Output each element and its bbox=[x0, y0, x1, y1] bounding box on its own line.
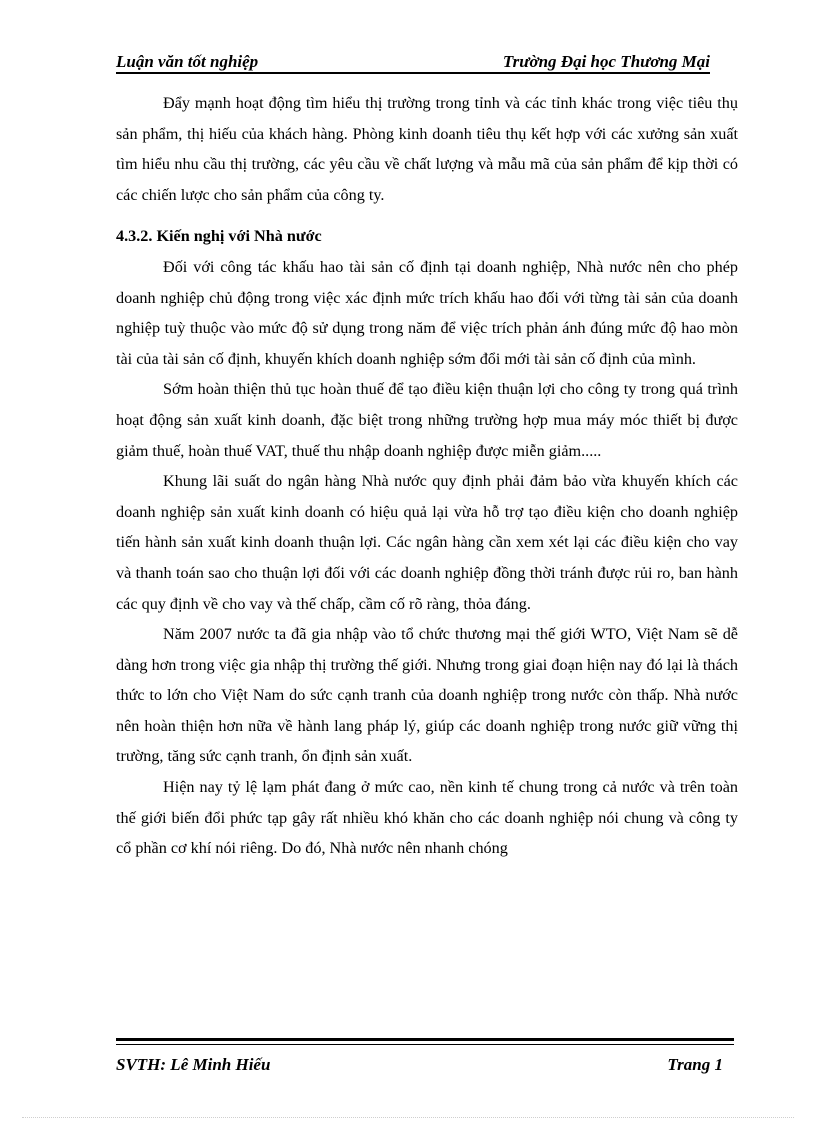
paragraph-tax-refund: Sớm hoàn thiện thủ tục hoàn thuế để tạo điều kiện thuận lợi cho công ty trong quá trình hoạt động sản xuất kinh doanh, đặc biệt trong những trường hợp mua máy móc thiết bị được giảm thuế, hoàn thuế VAT, thuế thu nhập doanh nghiệp được miễn giảm..... bbox=[116, 380, 738, 460]
footer-divider-thin bbox=[116, 1044, 734, 1045]
document-body bbox=[116, 88, 738, 864]
footer-student-name: SVTH: Lê Minh Hiếu bbox=[116, 1055, 271, 1074]
page-edge-divider bbox=[22, 1117, 794, 1118]
footer-divider-thick bbox=[116, 1038, 734, 1041]
footer-page-number: Trang 1 bbox=[667, 1055, 723, 1074]
page-footer bbox=[116, 1052, 723, 1078]
page-header bbox=[116, 46, 710, 72]
header-thesis-label: Luận văn tốt nghiệp bbox=[116, 52, 259, 71]
paragraph-interest-rate: Khung lãi suất do ngân hàng Nhà nước quy định phải đảm bảo vừa khuyến khích các doanh nghiệp sản xuất kinh doanh có hiệu quả lại vừa hỗ trợ tạo điều kiện cho doanh nghiệp tiến hành sản xuất kinh doanh thuận lợi. Các ngân hàng cần xem xét lại các điều kiện cho vay và thanh toán sao cho thuận lợi đối với các doanh nghiệp đồng thời tránh được rủi ro, ban hành các quy định về cho vay và thế chấp, cầm cố rõ ràng, thỏa đáng. bbox=[116, 472, 738, 613]
paragraph-inflation: Hiện nay tỷ lệ lạm phát đang ở mức cao, nền kinh tế chung trong cả nước và trên toàn thế giới biến đổi phức tạp gây rất nhiều khó khăn cho các doanh nghiệp nói chung và công ty cổ phần cơ khí nói riêng. Do đó, Nhà nước nên nhanh chóng bbox=[116, 778, 738, 858]
paragraph-wto: Năm 2007 nước ta đã gia nhập vào tổ chức thương mại thế giới WTO, Việt Nam sẽ dễ dàng hơn trong việc gia nhập thị trường thế giới. Nhưng trong giai đoạn hiện nay đó lại là thách thức to lớn cho Việt Nam do sức cạnh tranh của doanh nghiệp trong nước còn thấp. Nhà nước nên hoàn thiện hơn nữa về hành lang pháp lý, giúp các doanh nghiệp trong nước giữ vững thị trường, tăng sức cạnh tranh, ổn định sản xuất. bbox=[116, 625, 738, 766]
header-university-name: Trường Đại học Thương Mại bbox=[502, 52, 710, 71]
section-heading: 4.3.2. Kiến nghị với Nhà nước bbox=[116, 227, 322, 246]
paragraph-market-research: Đẩy mạnh hoạt động tìm hiểu thị trường trong tỉnh và các tỉnh khác trong việc tiêu thụ sản phẩm, thị hiếu của khách hàng. Phòng kinh doanh tiêu thụ kết hợp với các xưởng sản xuất tìm hiểu nhu cầu thị trường, các yêu cầu về chất lượng và mẫu mã của sản phẩm để kịp thời có các chiến lược cho sản phẩm của công ty. bbox=[116, 94, 738, 204]
paragraph-depreciation: Đối với công tác khấu hao tài sản cố định tại doanh nghiệp, Nhà nước nên cho phép doanh nghiệp chủ động trong việc xác định mức trích khấu hao đối với từng tài sản của doanh nghiệp tuỳ thuộc vào mức độ sử dụng trong năm để việc trích phản ánh đúng mức độ hao mòn tài của tài sản cố định, khuyến khích doanh nghiệp sớm đổi mới tài sản cố định của mình. bbox=[116, 257, 738, 368]
header-divider bbox=[116, 72, 710, 74]
